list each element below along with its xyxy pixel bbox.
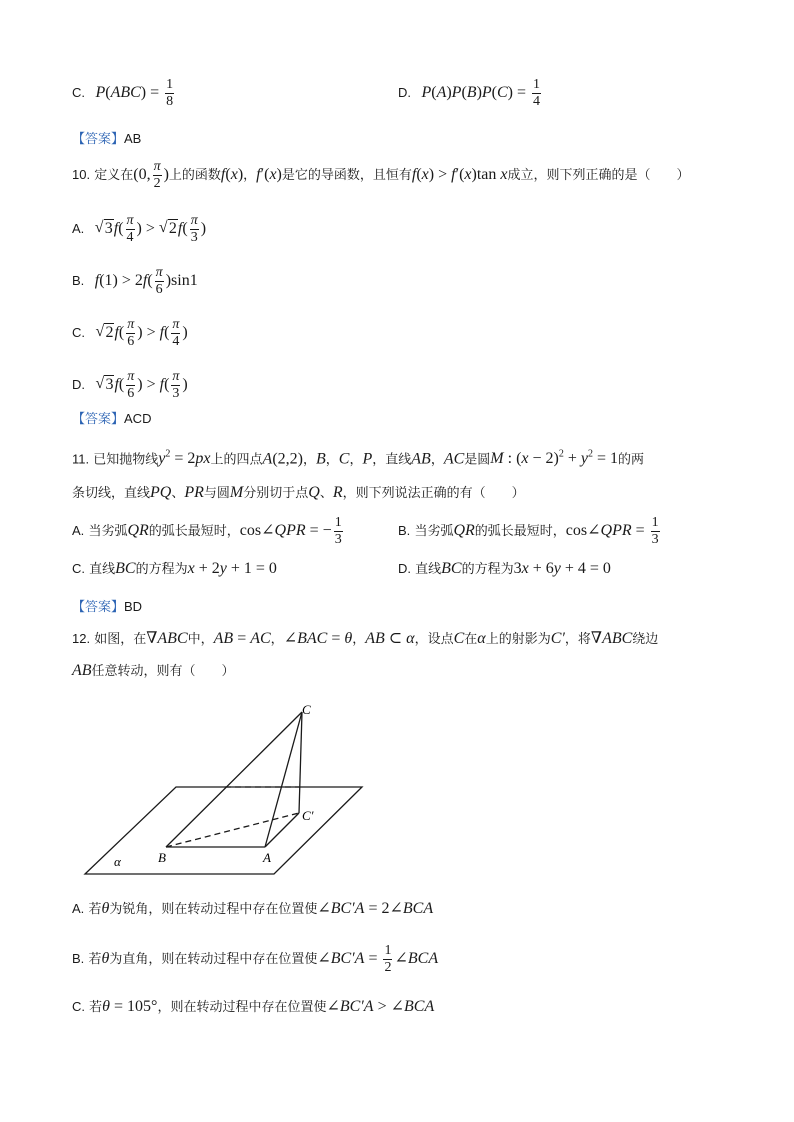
q12-stem-text: 上的射影为 bbox=[485, 632, 551, 647]
option-label: D. bbox=[72, 377, 85, 393]
q10-stem-text: 成立，则下列正确的是（ ） bbox=[507, 168, 690, 183]
q10-stem-text: 定义在 bbox=[94, 168, 134, 183]
q12-stem-text: ，将 bbox=[564, 632, 591, 647]
edge-c-cp bbox=[299, 712, 302, 813]
q12-option-b: B. 若θ为直角，则在转动过程中存在位置使∠BC′A = $\frac{1}{2}$ ∠BCA bbox=[72, 943, 439, 975]
answer-value: BD bbox=[124, 599, 143, 614]
option-text: 若 bbox=[88, 952, 102, 968]
q10-stem-text: 上的函数 bbox=[168, 168, 221, 183]
q10-option-c: C. √ 2f( $\frac{\pi}{6}$ ) > f( $\frac{\pi}{4}$ ) bbox=[72, 318, 188, 349]
edge-a-c bbox=[265, 712, 302, 847]
q12-stem-text: ，设点 bbox=[414, 632, 454, 647]
q10-option-b: B. f(1) > 2f( $\frac{\pi}{6}$ )sin1 bbox=[72, 265, 198, 297]
q9-option-c bbox=[72, 78, 176, 109]
answer-value: AB bbox=[124, 131, 142, 146]
q11-stem-text: 是圆 bbox=[464, 452, 491, 468]
q10-option-a: A. √ 3f( $\frac{\pi}{4}$ ) > √ 2f( $\frac{\pi}{3}$ ) bbox=[72, 214, 206, 245]
q11-stem-line1: 11. 已知抛物线$y^2 = 2px$上的四点A(2,2)，B，C，P，直线AB，AC是圆M : $(x - 2)^2 + y^2 = 1$的两 bbox=[72, 449, 645, 468]
q12-stem-line1: 12. 如图，在∇ABC中，AB = AC，∠BAC = θ，AB ⊂ α，设点C在α上的射影为C′，将∇ABC绕边 bbox=[72, 630, 659, 647]
q11-stem-text: 上的四点 bbox=[210, 452, 263, 468]
q11-stem-text: ，则下列说法正确的有（ ） bbox=[342, 486, 525, 501]
q10-answer bbox=[72, 408, 151, 431]
question-number: 10. bbox=[72, 167, 91, 182]
option-text: 为锐角，则在转动过程中存在位置使 bbox=[109, 902, 318, 917]
option-text: 的方程为 bbox=[135, 562, 188, 577]
answer-tag: 【答案】 bbox=[72, 412, 125, 427]
q10-option-d: D. √ 3f( $\frac{\pi}{6}$ ) > f( $\frac{\pi}{3}$ ) bbox=[72, 370, 188, 401]
q9-option-d bbox=[398, 78, 543, 109]
option-label: D. bbox=[398, 561, 411, 576]
question-number: 11. bbox=[72, 451, 90, 467]
q10-stem-text: ， bbox=[243, 168, 257, 183]
q9-option-d-label: D. bbox=[398, 85, 411, 101]
option-label: A. bbox=[72, 523, 85, 539]
q12-option-c: C. 若θ = 105°，则在转动过程中存在位置使∠BC′A > ∠BCA bbox=[72, 998, 435, 1015]
label-c: C bbox=[302, 702, 311, 717]
option-text: ，则在转动过程中存在位置使 bbox=[157, 1000, 327, 1015]
q9-answer bbox=[72, 128, 141, 151]
option-text: 当劣弧 bbox=[88, 524, 128, 540]
option-text: 若 bbox=[88, 902, 102, 917]
option-text: 当劣弧 bbox=[414, 524, 454, 540]
q10-stem-text: 是它的导函数，且恒有 bbox=[281, 168, 412, 183]
option-label: A. bbox=[72, 221, 85, 237]
edge-b-cp bbox=[166, 813, 299, 847]
q9-option-d-expr: P(A)P(B)P(C) = $\frac{1}{4}$ bbox=[421, 77, 541, 109]
option-label: C. bbox=[72, 325, 85, 341]
question-number: 12. bbox=[72, 631, 91, 646]
q9-option-c-label: C. bbox=[72, 85, 85, 101]
option-text: 的方程为 bbox=[461, 562, 514, 577]
q11-stem-text: 的两 bbox=[618, 452, 645, 468]
q12-stem-text: 中， bbox=[187, 632, 214, 647]
label-b: B bbox=[158, 850, 166, 865]
q12-stem-text: 绕边 bbox=[632, 632, 659, 647]
option-text: 若 bbox=[89, 1000, 103, 1015]
option-text: 直线 bbox=[415, 562, 442, 577]
label-alpha: α bbox=[114, 854, 121, 869]
q11-stem-text: 与圆 bbox=[203, 486, 230, 501]
q12-stem-line2: AB任意转动，则有（ ） bbox=[72, 662, 235, 679]
q11-answer bbox=[72, 596, 142, 619]
edge-b-c bbox=[166, 712, 302, 847]
option-label: B. bbox=[398, 523, 411, 539]
answer-tag: 【答案】 bbox=[72, 600, 125, 615]
q11-stem-text: 分别切于点 bbox=[243, 486, 309, 501]
q11-stem-line2: 条切线，直线PQ、PR与圆M分别切于点Q、R，则下列说法正确的有（ ） bbox=[72, 484, 525, 501]
q11-option-b: B. 当劣弧QR的弧长最短时，cos∠QPR = $\frac{1}{3}$ bbox=[398, 515, 659, 547]
option-label: C. bbox=[72, 561, 85, 576]
option-text: 直线 bbox=[89, 562, 116, 577]
q12-option-a: A. 若θ为锐角，则在转动过程中存在位置使∠BC′A = 2∠BCA bbox=[72, 900, 434, 917]
q11-stem-text: ，直线 bbox=[372, 452, 412, 468]
label-a: A bbox=[263, 850, 271, 865]
option-label: B. bbox=[72, 951, 85, 967]
q12-stem-text: 在 bbox=[464, 632, 478, 647]
q11-option-d: D. 直线BC的方程为3x + 6y + 4 = 0 bbox=[398, 560, 611, 577]
option-label: B. bbox=[72, 273, 85, 289]
q9-option-c-expr: P(ABC) = $\frac{1}{8}$ bbox=[95, 77, 174, 109]
answer-tag: 【答案】 bbox=[72, 132, 125, 147]
option-text: 为直角，则在转动过程中存在位置使 bbox=[109, 952, 318, 968]
option-text: 的弧长最短时， bbox=[474, 524, 566, 540]
q11-option-a: A. 当劣弧QR的弧长最短时，cos∠QPR = − $\frac{1}{3}$ bbox=[72, 515, 342, 547]
option-label: C. bbox=[72, 999, 85, 1014]
geometry-figure bbox=[80, 700, 380, 880]
label-c-prime: C′ bbox=[302, 808, 314, 823]
q10-stem: 10. 定义在(0, $\frac{\pi}{2}$ )上的函数f(x)，f′(x)是它的导函数，且恒有f(x) > f′(x)tan x成立，则下列正确的是（ ） bbox=[72, 159, 690, 191]
plane-alpha bbox=[85, 787, 362, 874]
q12-stem-text: 如图，在 bbox=[94, 632, 147, 647]
option-label: A. bbox=[72, 901, 85, 916]
q11-stem-text: 条切线，直线 bbox=[72, 486, 151, 501]
q11-option-c: C. 直线BC的方程为x + 2y + 1 = 0 bbox=[72, 560, 277, 577]
q12-stem-text: 任意转动，则有（ ） bbox=[91, 664, 235, 679]
answer-value: ACD bbox=[124, 411, 152, 426]
option-text: 的弧长最短时， bbox=[148, 524, 240, 540]
q11-stem-text: 已知抛物线 bbox=[93, 452, 159, 468]
